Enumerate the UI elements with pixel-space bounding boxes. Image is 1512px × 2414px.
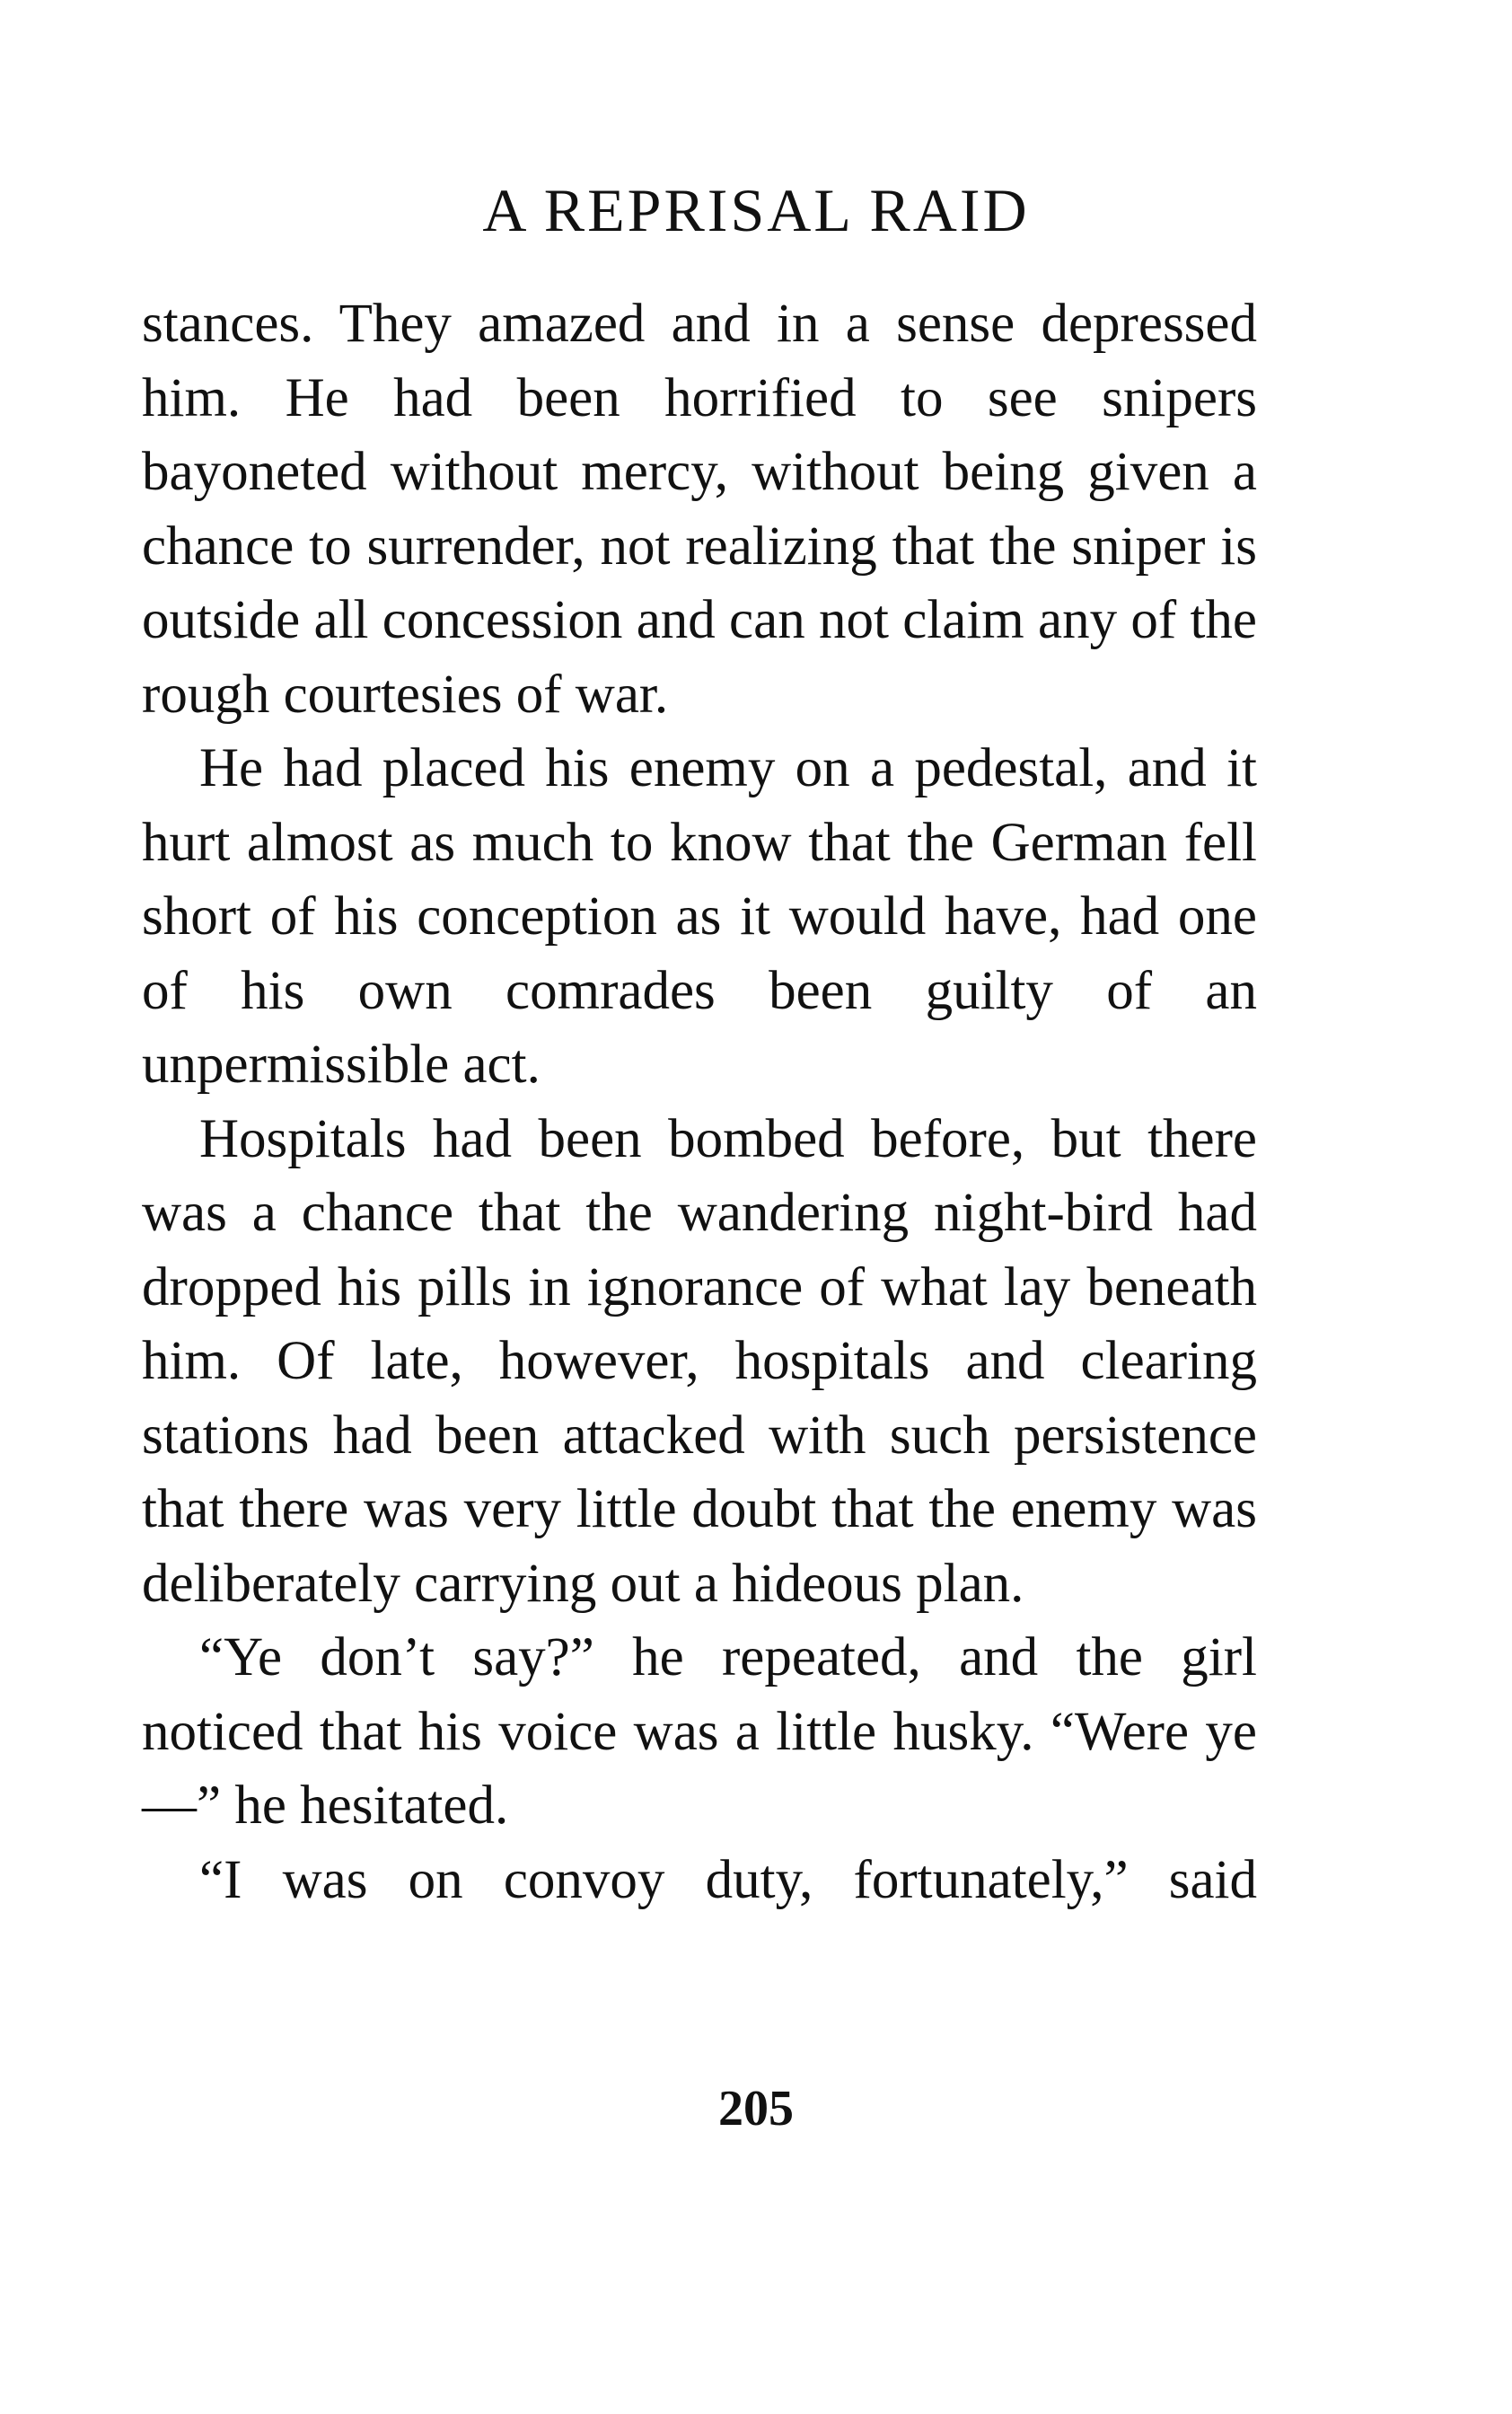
paragraph-continued: stances. They amazed and in a sense depressed him. He had been horrified to see snipers bayoneted without mercy, without being given a chance to surrender, not realizing that the sniper is outside all concession and can not claim any of the rough courtesies of war. <box>142 294 1257 725</box>
page-number: 205 <box>718 2081 794 2136</box>
paragraph: He had placed his enemy on a pedestal, and it hurt almost as much to know that the German fell short of his conception as it would have, had one of his own comrades been guilty of an unpermissible act. <box>142 738 1257 1095</box>
running-head: A REPRISAL RAID <box>482 176 1030 244</box>
paragraph-continues: “I was on convoy duty, fortunately,” said <box>199 1849 1257 1910</box>
paragraph: Hospitals had been bombed before, but there was a chance that the wandering night-bird had dropped his pills in ignorance of what lay beneath him. Of late, however, hospitals and clearing stations had been attacked with such persistence that there was very little doubt that the enemy was deliberately carrying out a hideous plan. <box>142 1108 1257 1614</box>
paragraph: “Ye don’t say?” he repeated, and the girl noticed that his voice was a little husky. “Were ye—” he hesitated. <box>142 1627 1257 1836</box>
body-text <box>142 287 1257 1917</box>
